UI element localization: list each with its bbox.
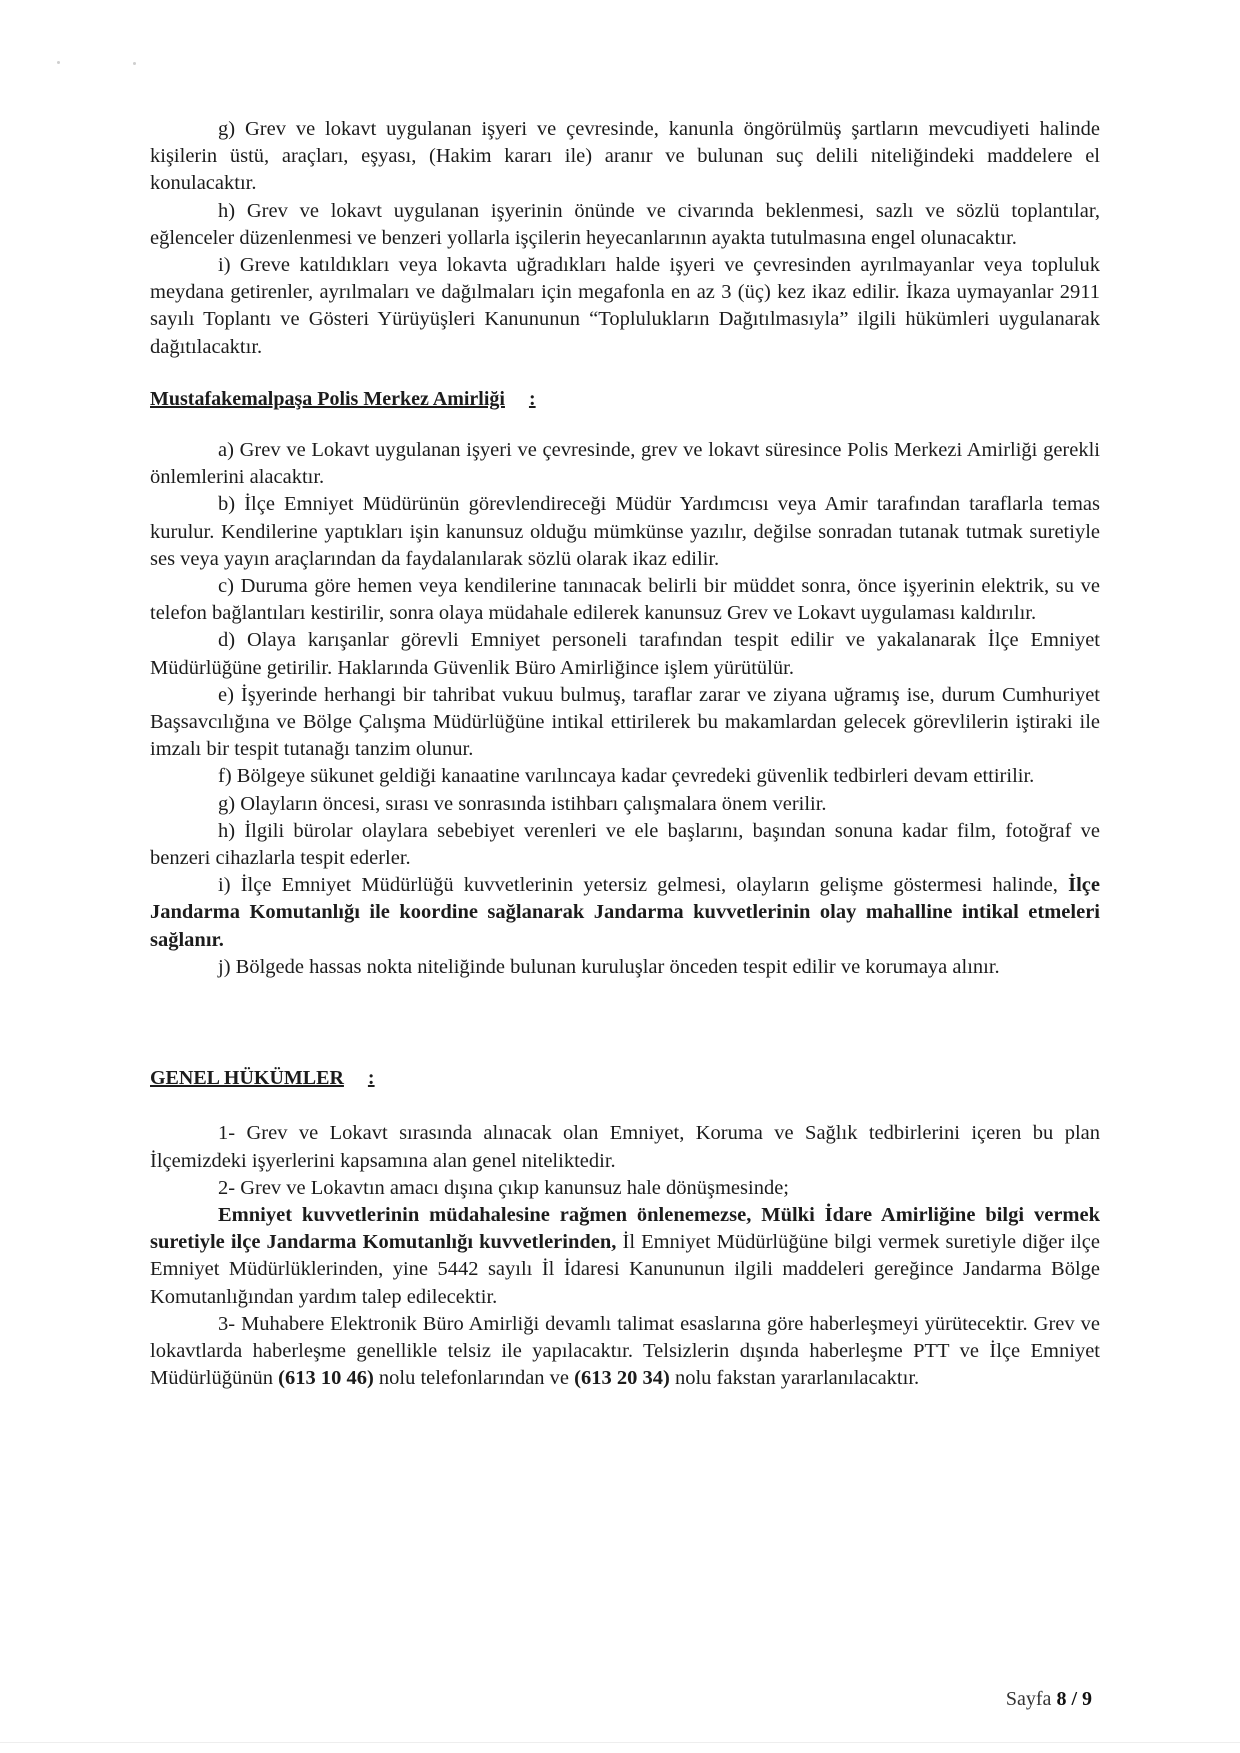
page-number: [1006, 1688, 1092, 1711]
paragraph-police-g: g) Olayların öncesi, sırası ve sonrasında istihbarı çalışmalara önem verilir.: [218, 792, 827, 815]
paragraph-top-g: g) Grev ve lokavt uygulanan işyeri ve çevresinde, kanunla öngörülmüş şartların mevcudiyeti halinde kişilerin üstü, araçları, eşyası, (Hakim kararı ile) aranır ve bulunan suç delili niteliğindeki maddelere el konulacaktır.: [150, 118, 1100, 195]
paragraph-police-e: e) İşyerinde herhangi bir tahribat vukuu bulmuş, taraflar zarar ve ziyana uğramış ise, durum Cumhuriyet Başsavcılığına ve Bölge Çalışma Müdürlüğüne intikal ettirilerek bu makamlardan gelecek görevlilerin iştiraki ile imzalı bir tespit tutanağı tanzim olunur.: [150, 683, 1100, 761]
section-heading-police-text: Mustafakemalpaşa Polis Merkez Amirliği: [150, 387, 505, 410]
heading-colon: :: [367, 1067, 375, 1090]
general-item-3: [150, 1311, 1100, 1393]
paragraph-police-j: j) Bölgede hassas nokta niteliğinde bulunan kuruluşlar önceden tespit edilir ve korumaya alınır.: [218, 955, 1000, 978]
general-item-3-text: 3- Muhabere Elektronik Büro Amirliği devamlı talimat esaslarına göre haberleşmeyi yürütecektir. Grev ve lokavtlarda haberleşme genellikle telsiz ile yapılacaktır. Telsizlerin dışında haberleşme PTT ve İlçe Emniyet Müdürlüğünün: [150, 1312, 1100, 1390]
page-count: 8 / 9: [1056, 1688, 1092, 1710]
scan-speck: [133, 62, 136, 65]
section-heading-general: [150, 1065, 1100, 1092]
general-item-3-text-mid: nolu telefonlarından ve: [373, 1367, 575, 1390]
general-item-1: 1- Grev ve Lokavt sırasında alınacak olan Emniyet, Koruma ve Sağlık tedbirlerini içeren bu plan İlçemizdeki işyerlerini kapsamına alan genel niteliktedir.: [150, 1122, 1100, 1172]
paragraph-police-d: d) Olaya karışanlar görevli Emniyet personeli tarafından tespit edilir ve yakalanarak İlçe Emniyet Müdürlüğüne getirilir. Haklarında Güvenlik Büro Amirliğince işlem yürütülür.: [150, 629, 1100, 679]
general-item-2-continued: [150, 1202, 1100, 1311]
general-item-2: 2- Grev ve Lokavtın amacı dışına çıkıp kanunsuz hale dönüşmesinde;: [218, 1176, 789, 1199]
paragraph-top-i: i) Greve katıldıkları veya lokavta uğradıkları halde işyeri ve çevresinden ayrılmayanlar veya topluluk meydana getirenler, ayrılmaları ve dağılmaları için megafonla en az 3 (üç) kez ikaz edilir. İkaza uymayanlar 2911 sayılı Toplantı ve Gösteri Yürüyüşleri Kanununun “Toplulukların Dağıtılmasıyla” ilgili hükümleri uygulanarak dağıtılacaktır.: [150, 254, 1100, 358]
general-item-2-bold: Emniyet kuvvetlerinin müdahalesine rağmen önlenemezse, Mülki İdare Amirliğine bilgi vermek suretiyle ilçe Jandarma Komutanlığı kuvvetlerinden,: [150, 1203, 1100, 1254]
paragraph-top-h: h) Grev ve lokavt uygulanan işyerinin önünde ve civarında beklenmesi, sazlı ve sözlü toplantılar, eğlenceler düzenlenmesi ve benzeri yollarla işçilerin heyecanlarının ayakta tutulmasına engel olunacaktır.: [150, 199, 1100, 249]
paragraph-police-a: a) Grev ve Lokavt uygulanan işyeri ve çevresinde, grev ve lokavt süresince Polis Merkezi Amirliği gerekli önlemlerini alacaktır.: [150, 439, 1100, 489]
section-heading-general-text: GENEL HÜKÜMLER: [150, 1067, 344, 1090]
general-item-3-text-end: nolu fakstan yararlanılacaktır.: [669, 1367, 920, 1390]
paragraph-police-b: b) İlçe Emniyet Müdürünün görevlendireceği Müdür Yardımcısı veya Amir tarafından taraflarla temas kurulur. Kendilerine yaptıkları işin kanunsuz olduğu mümkünse yazılır, değilse sonradan tutanak tutmak suretiyle ses veya yayın araçlarından da faydalanılarak sözlü olarak ikaz edilir.: [150, 493, 1100, 570]
section-heading-police: [150, 386, 1100, 413]
phone-number: (613 10 46): [278, 1367, 374, 1390]
paragraph-police-h: h) İlgili bürolar olaylara sebebiyet verenleri ve ele başlarını, başından sonuna kadar film, fotoğraf ve benzeri cihazlarla tespit ederler.: [150, 819, 1100, 870]
fax-number: (613 20 34): [574, 1367, 670, 1390]
paragraph-police-i-text: i) İlçe Emniyet Müdürlüğü kuvvetlerinin yetersiz gelmesi, olayların gelişme göstermesi halinde,: [218, 874, 1069, 897]
scan-speck: [57, 61, 60, 64]
paragraph-police-f: f) Bölgeye sükunet geldiği kanaatine varılıncaya kadar çevredeki güvenlik tedbirleri devam ettirilir.: [218, 765, 1035, 788]
paragraph-police-i: [150, 872, 1100, 954]
heading-colon: :: [528, 387, 536, 410]
paragraph-police-i-bold: İlçe Jandarma Komutanlığı ile koordine sağlanarak Jandarma kuvvetlerinin olay mahalline intikal etmeleri sağlanır.: [150, 874, 1100, 951]
general-item-2-rest: İl Emniyet Müdürlüğüne bilgi vermek suretiyle diğer ilçe Emniyet Müdürlüklerinden, yine 5442 sayılı İl İdaresi Kanununun ilgili maddeleri gereğince Jandarma Bölge Komutanlığından yardım talep edilecektir.: [150, 1231, 1100, 1308]
document-page: [150, 116, 1100, 1392]
scan-edge-line: [0, 1742, 1240, 1743]
paragraph-police-c: c) Duruma göre hemen veya kendilerine tanınacak belirli bir müddet sonra, önce işyerinin elektrik, su ve telefon bağlantıları kestirilir, sonra olaya müdahale edilerek kanunsuz Grev ve Lokavt uygulaması kaldırılır.: [150, 575, 1100, 625]
page-label: Sayfa: [1005, 1688, 1052, 1710]
